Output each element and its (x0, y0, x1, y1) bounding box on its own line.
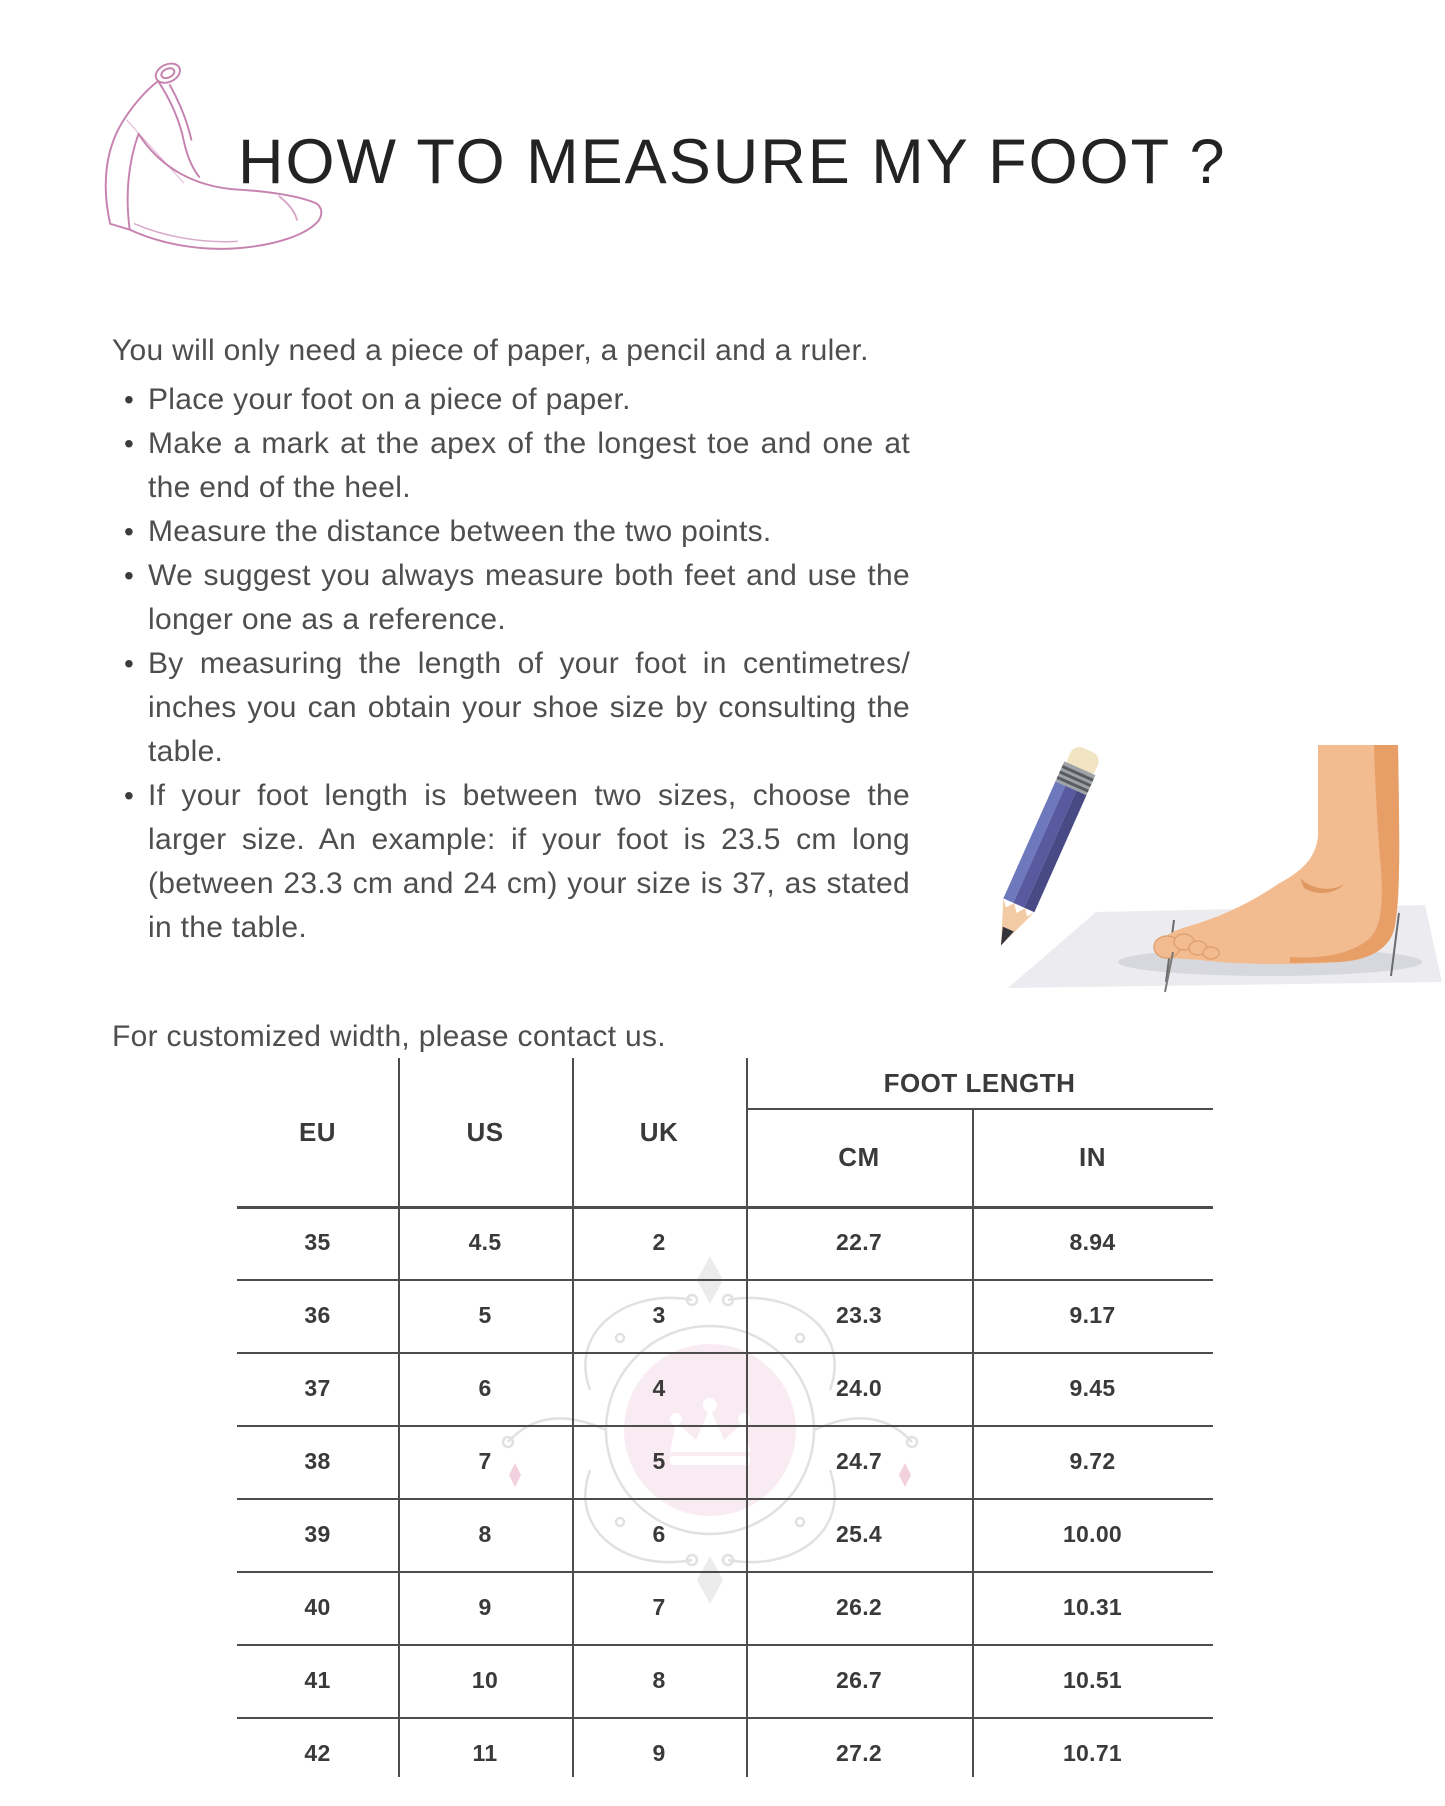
cell-in: 9.72 (1069, 1448, 1116, 1474)
cell-in: 10.71 (1062, 1740, 1123, 1766)
cell-us: 6 (478, 1375, 492, 1401)
cell-eu: 42 (304, 1740, 331, 1766)
cell-us: 11 (472, 1740, 498, 1766)
table-row (237, 1571, 1213, 1644)
table-row (237, 1352, 1213, 1425)
cell-in: 8.94 (1069, 1229, 1116, 1255)
cell-in: 9.45 (1069, 1375, 1116, 1401)
cell-cm: 23.3 (836, 1302, 882, 1328)
cell-uk: 4 (652, 1375, 666, 1401)
cell-eu: 39 (304, 1521, 331, 1547)
cell-in: 10.00 (1062, 1521, 1123, 1547)
page-title: HOW TO MEASURE MY FOOT ? (238, 127, 1227, 198)
cell-uk: 5 (652, 1448, 666, 1474)
table-row (237, 1717, 1213, 1790)
table-row (237, 1206, 1213, 1279)
instruction-item: • Make a mark at the apex of the longest toe and one at the end of the heel. (148, 422, 910, 510)
cell-in: 10.51 (1062, 1667, 1123, 1693)
column-header-uk: UK (639, 1116, 679, 1147)
instruction-item: • We suggest you always measure both feet and use the longer one as a reference. (148, 554, 910, 642)
cell-uk: 9 (652, 1740, 666, 1766)
cell-us: 5 (478, 1302, 492, 1328)
table-row (237, 1498, 1213, 1571)
cell-cm: 26.7 (836, 1667, 882, 1693)
cell-cm: 24.7 (836, 1448, 882, 1474)
cell-us: 7 (478, 1448, 492, 1474)
cell-us: 9 (478, 1594, 492, 1620)
cell-eu: 41 (304, 1667, 331, 1693)
cell-uk: 3 (652, 1302, 666, 1328)
cell-eu: 35 (304, 1229, 331, 1255)
instruction-item: • Measure the distance between the two points. (148, 510, 910, 554)
intro-text: You will only need a piece of paper, a pencil and a ruler. (112, 334, 869, 367)
cell-eu: 37 (304, 1375, 331, 1401)
cell-uk: 2 (652, 1229, 666, 1255)
cell-cm: 26.2 (836, 1594, 882, 1620)
cell-us: 8 (478, 1521, 492, 1547)
foot-measuring-illustration (1000, 640, 1445, 1015)
foot-icon (1154, 745, 1399, 964)
cell-eu: 36 (304, 1302, 331, 1328)
cell-cm: 27.2 (836, 1740, 882, 1766)
cell-uk: 8 (652, 1667, 666, 1693)
contact-note: For customized width, please contact us. (112, 1020, 666, 1053)
table-row (237, 1425, 1213, 1498)
cell-eu: 40 (304, 1594, 331, 1620)
cell-us: 4.5 (468, 1229, 502, 1255)
cell-in: 9.17 (1069, 1302, 1116, 1328)
cell-cm: 22.7 (836, 1229, 882, 1255)
size-conversion-table (237, 1058, 1213, 1790)
table-row (237, 1279, 1213, 1352)
column-header-in: IN (1079, 1141, 1106, 1172)
cell-us: 10 (471, 1667, 499, 1693)
instruction-item: • By measuring the length of your foot in centimetres/ inches you can obtain your shoe size by consulting the table. (148, 642, 910, 774)
column-header-cm: CM (838, 1141, 880, 1172)
column-header-eu: EU (298, 1116, 337, 1147)
table-row (237, 1644, 1213, 1717)
cell-uk: 7 (652, 1594, 666, 1620)
cell-in: 10.31 (1062, 1594, 1123, 1620)
instruction-list (148, 378, 910, 950)
instruction-item: • Place your foot on a piece of paper. (148, 378, 910, 422)
cell-cm: 24.0 (836, 1375, 882, 1401)
instruction-item: • If your foot length is between two sizes, choose the larger size. An example: if your foot is 23.5 cm long (between 23.3 cm and 24 cm) your size is 37, as stated in the table. (148, 774, 910, 950)
column-header-us: US (466, 1116, 504, 1147)
cell-uk: 6 (652, 1521, 666, 1547)
foot-pencil-paper-icon (1000, 640, 1445, 1010)
cell-eu: 38 (304, 1448, 331, 1474)
cell-cm: 25.4 (836, 1521, 882, 1547)
column-header-foot-length: FOOT LENGTH (883, 1067, 1076, 1098)
